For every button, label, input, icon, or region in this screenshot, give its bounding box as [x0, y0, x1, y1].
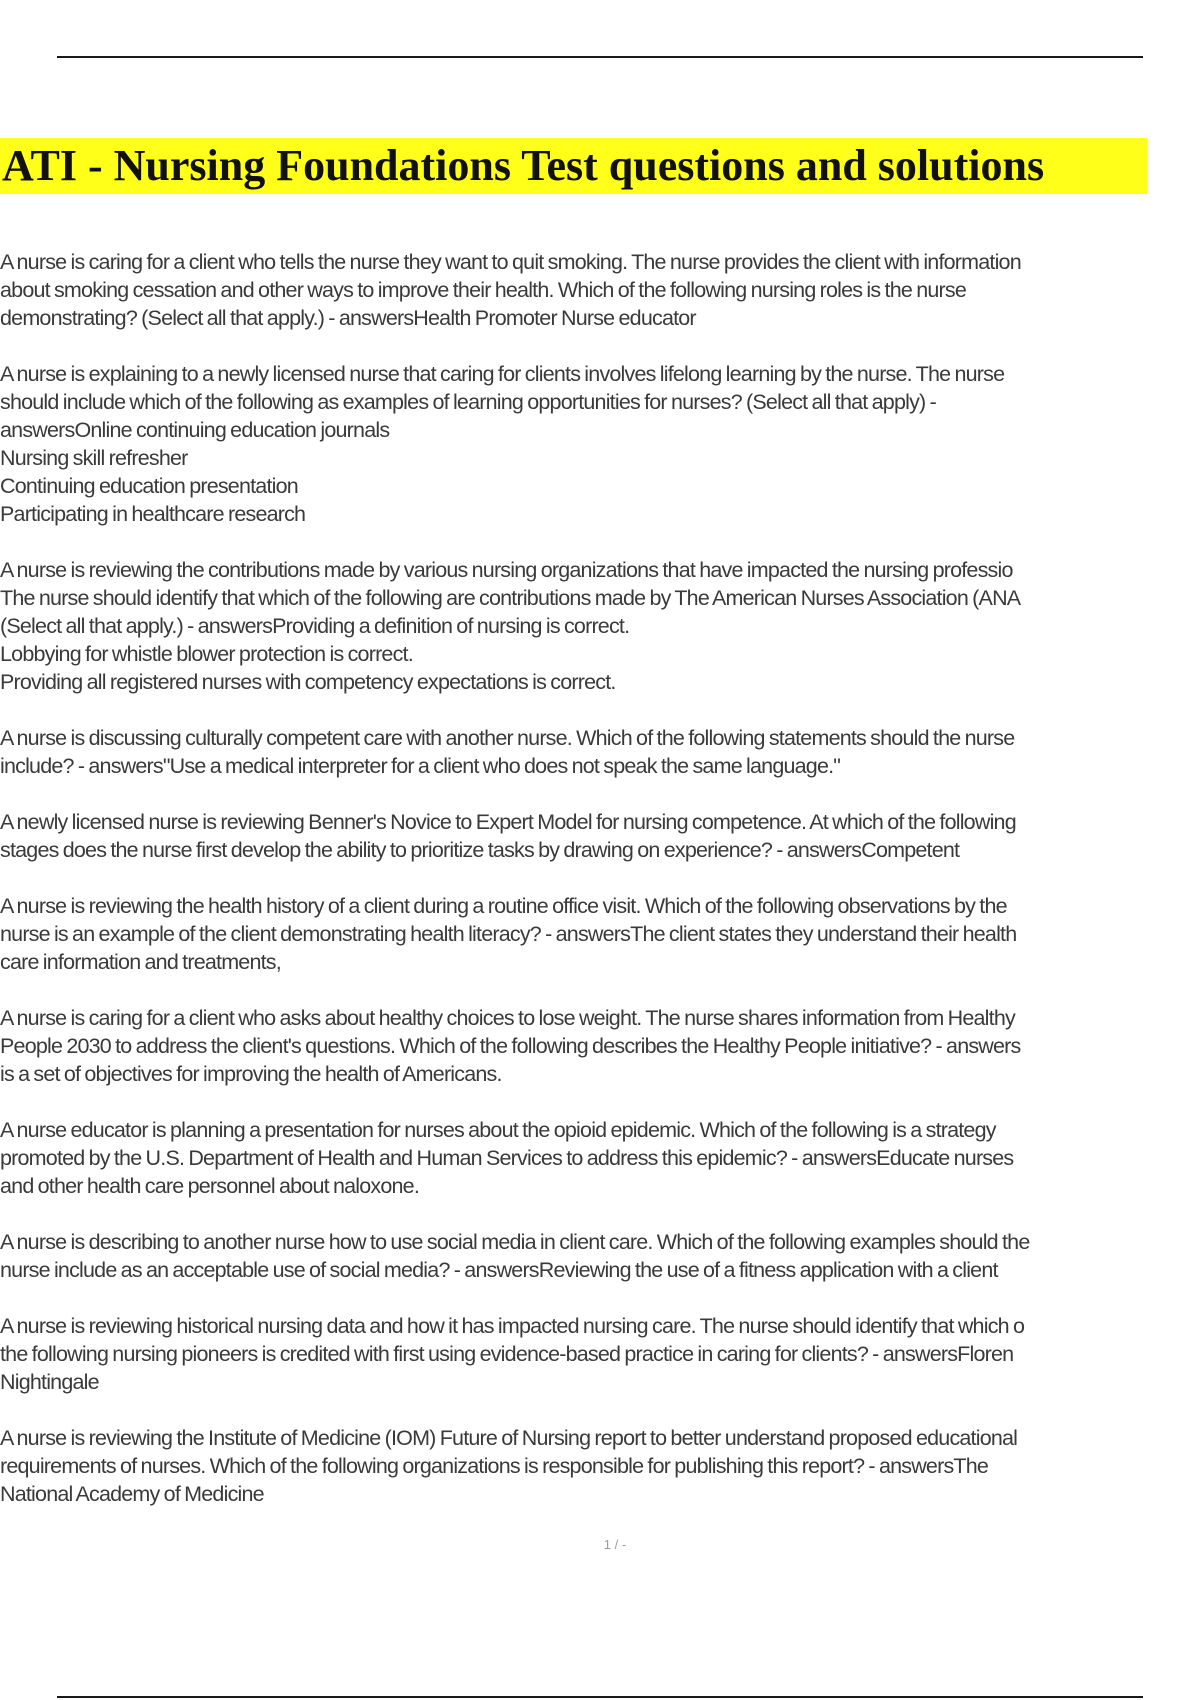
- qa-item: [0, 1004, 1200, 1088]
- qa-line: Participating in healthcare research: [0, 502, 306, 526]
- qa-line: nurse include as an acceptable use of social media? - answersReviewing the use of a fitness application with a client: [0, 1258, 998, 1282]
- qa-line: Lobbying for whistle blower protection is correct.: [0, 642, 413, 666]
- bottom-rule: [57, 1696, 1143, 1698]
- qa-line: A nurse is discussing culturally competent care with another nurse. Which of the following statements should the nurse: [0, 726, 1015, 750]
- qa-item: [0, 1228, 1200, 1284]
- qa-item: [0, 360, 1200, 528]
- qa-item: [0, 724, 1200, 780]
- qa-line: A nurse is describing to another nurse how to use social media in client care. Which of the following examples should the: [0, 1230, 1030, 1254]
- qa-line: A nurse is reviewing historical nursing data and how it has impacted nursing care. The nurse should identify that which o: [0, 1314, 1025, 1338]
- qa-line: Providing all registered nurses with competency expectations is correct.: [0, 670, 616, 694]
- qa-list: [0, 248, 1200, 1536]
- document-title: ATI - Nursing Foundations Test questions and solutions: [2, 141, 1045, 190]
- qa-line: The nurse should identify that which of the following are contributions made by The American Nurses Association (ANA: [0, 586, 1021, 610]
- qa-line: A nurse is caring for a client who asks about healthy choices to lose weight. The nurse shares information from Healthy: [0, 1006, 1015, 1030]
- qa-line: about smoking cessation and other ways to improve their health. Which of the following nursing roles is the nurse: [0, 278, 966, 302]
- qa-line: National Academy of Medicine: [0, 1482, 264, 1506]
- qa-line: A newly licensed nurse is reviewing Benner's Novice to Expert Model for nursing competence. At which of the following: [0, 810, 1016, 834]
- qa-line: A nurse is reviewing the contributions made by various nursing organizations that have impacted the nursing professio: [0, 558, 1013, 582]
- qa-line: nurse is an example of the client demonstrating health literacy? - answersThe client states they understand their health: [0, 922, 1017, 946]
- qa-line: Continuing education presentation: [0, 474, 298, 498]
- top-rule: [57, 56, 1143, 58]
- qa-item: [0, 808, 1200, 864]
- qa-line: include? - answers"Use a medical interpreter for a client who does not speak the same language.": [0, 754, 841, 778]
- qa-line: A nurse is reviewing the Institute of Medicine (IOM) Future of Nursing report to better understand proposed educational: [0, 1426, 1018, 1450]
- qa-line: promoted by the U.S. Department of Health and Human Services to address this epidemic? - answersEducate nurses: [0, 1146, 1014, 1170]
- qa-line: Nightingale: [0, 1370, 99, 1394]
- qa-line: A nurse is caring for a client who tells the nurse they want to quit smoking. The nurse provides the client with information: [0, 250, 1021, 274]
- qa-line: demonstrating? (Select all that apply.) - answersHealth Promoter Nurse educator: [0, 306, 696, 330]
- qa-line: should include which of the following as examples of learning opportunities for nurses? (Select all that apply) -: [0, 390, 936, 414]
- qa-line: A nurse is reviewing the health history of a client during a routine office visit. Which of the following observations by the: [0, 894, 1007, 918]
- qa-item: [0, 1424, 1200, 1508]
- title-highlight: [0, 138, 1147, 194]
- qa-line: the following nursing pioneers is credited with first using evidence-based practice in caring for clients? - answersFloren: [0, 1342, 1014, 1366]
- qa-item: [0, 892, 1200, 976]
- qa-line: Nursing skill refresher: [0, 446, 188, 470]
- qa-item: [0, 248, 1200, 332]
- qa-item: [0, 1116, 1200, 1200]
- qa-line: care information and treatments,: [0, 950, 281, 974]
- qa-line: A nurse is explaining to a newly licensed nurse that caring for clients involves lifelong learning by the nurse. The nurse: [0, 362, 1005, 386]
- page-number: 1 / -: [603, 1537, 627, 1552]
- qa-item: [0, 556, 1200, 696]
- qa-line: People 2030 to address the client's questions. Which of the following describes the Healthy People initiative? - answers: [0, 1034, 1021, 1058]
- qa-line: stages does the nurse first develop the ability to prioritize tasks by drawing on experience? - answersCompetent: [0, 838, 960, 862]
- qa-line: requirements of nurses. Which of the following organizations is responsible for publishing this report? - answersThe: [0, 1454, 989, 1478]
- qa-line: (Select all that apply.) - answersProviding a definition of nursing is correct.: [0, 614, 630, 638]
- qa-line: and other health care personnel about naloxone.: [0, 1174, 419, 1198]
- qa-line: is a set of objectives for improving the health of Americans.: [0, 1062, 502, 1086]
- qa-line: answersOnline continuing education journals: [0, 418, 390, 442]
- qa-item: [0, 1312, 1200, 1396]
- qa-line: A nurse educator is planning a presentation for nurses about the opioid epidemic. Which of the following is a strategy: [0, 1118, 996, 1142]
